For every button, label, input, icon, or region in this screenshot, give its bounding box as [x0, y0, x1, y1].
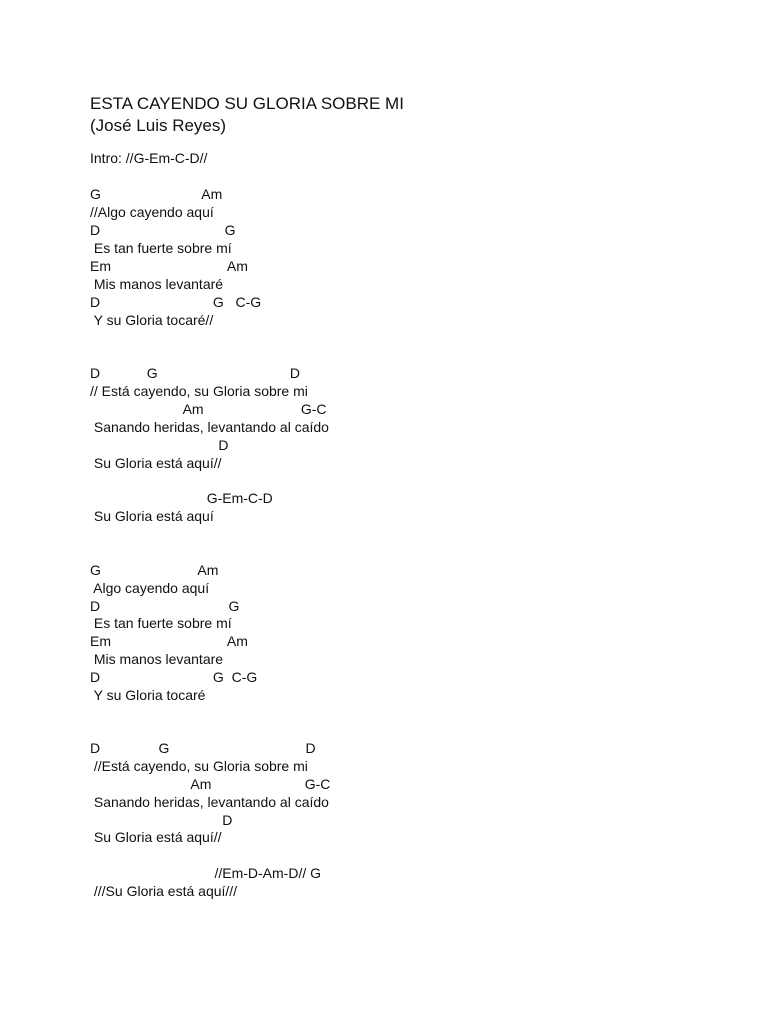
lyric-line: Es tan fuerte sobre mí [90, 240, 232, 256]
chord-line: Am G-C [90, 776, 331, 792]
chord-line: //Em-D-Am-D// G [90, 865, 322, 881]
lyric-line: Mis manos levantare [90, 651, 224, 667]
lyric-line: Su Gloria está aquí// [90, 829, 222, 845]
chord-line: D G [90, 222, 236, 238]
lyric-line: Su Gloria está aquí [90, 508, 214, 524]
chord-line: D G D [90, 740, 316, 756]
chord-line: G-Em-C-D [90, 490, 273, 506]
chord-line: Am G-C [90, 401, 327, 417]
lyric-line: Algo cayendo aquí [90, 580, 210, 596]
chord-line: D [90, 437, 229, 453]
chord-line: D G D [90, 365, 301, 381]
lyric-line: ///Su Gloria está aquí/// [90, 883, 238, 899]
lyric-line: Y su Gloria tocaré// [90, 312, 214, 328]
lyric-line: Es tan fuerte sobre mí [90, 615, 232, 631]
chord-line: D G [90, 598, 240, 614]
lyric-line: Mis manos levantaré [90, 276, 224, 292]
chord-line: D G C-G [90, 294, 262, 310]
lyric-line: // Está cayendo, su Gloria sobre mi [90, 383, 308, 399]
chord-line: G Am [90, 186, 223, 202]
chord-line: Em Am [90, 258, 248, 274]
song-author: (José Luis Reyes) [90, 116, 227, 135]
chord-line: D [90, 812, 233, 828]
chord-line: Em Am [90, 633, 248, 649]
lyric-line: Y su Gloria tocaré [90, 687, 206, 703]
chord-line: D G C-G [90, 669, 258, 685]
lyric-line: Su Gloria está aquí// [90, 455, 222, 471]
lyric-line: Sanando heridas, levantando al caído [90, 794, 329, 810]
lyric-line: Sanando heridas, levantando al caído [90, 419, 329, 435]
lyric-line: //Está cayendo, su Gloria sobre mi [90, 758, 308, 774]
lyric-line: //Algo cayendo aquí [90, 204, 214, 220]
intro-line: Intro: //G-Em-C-D// [90, 150, 208, 166]
song-title: ESTA CAYENDO SU GLORIA SOBRE MI [90, 94, 404, 113]
chord-line: G Am [90, 562, 219, 578]
